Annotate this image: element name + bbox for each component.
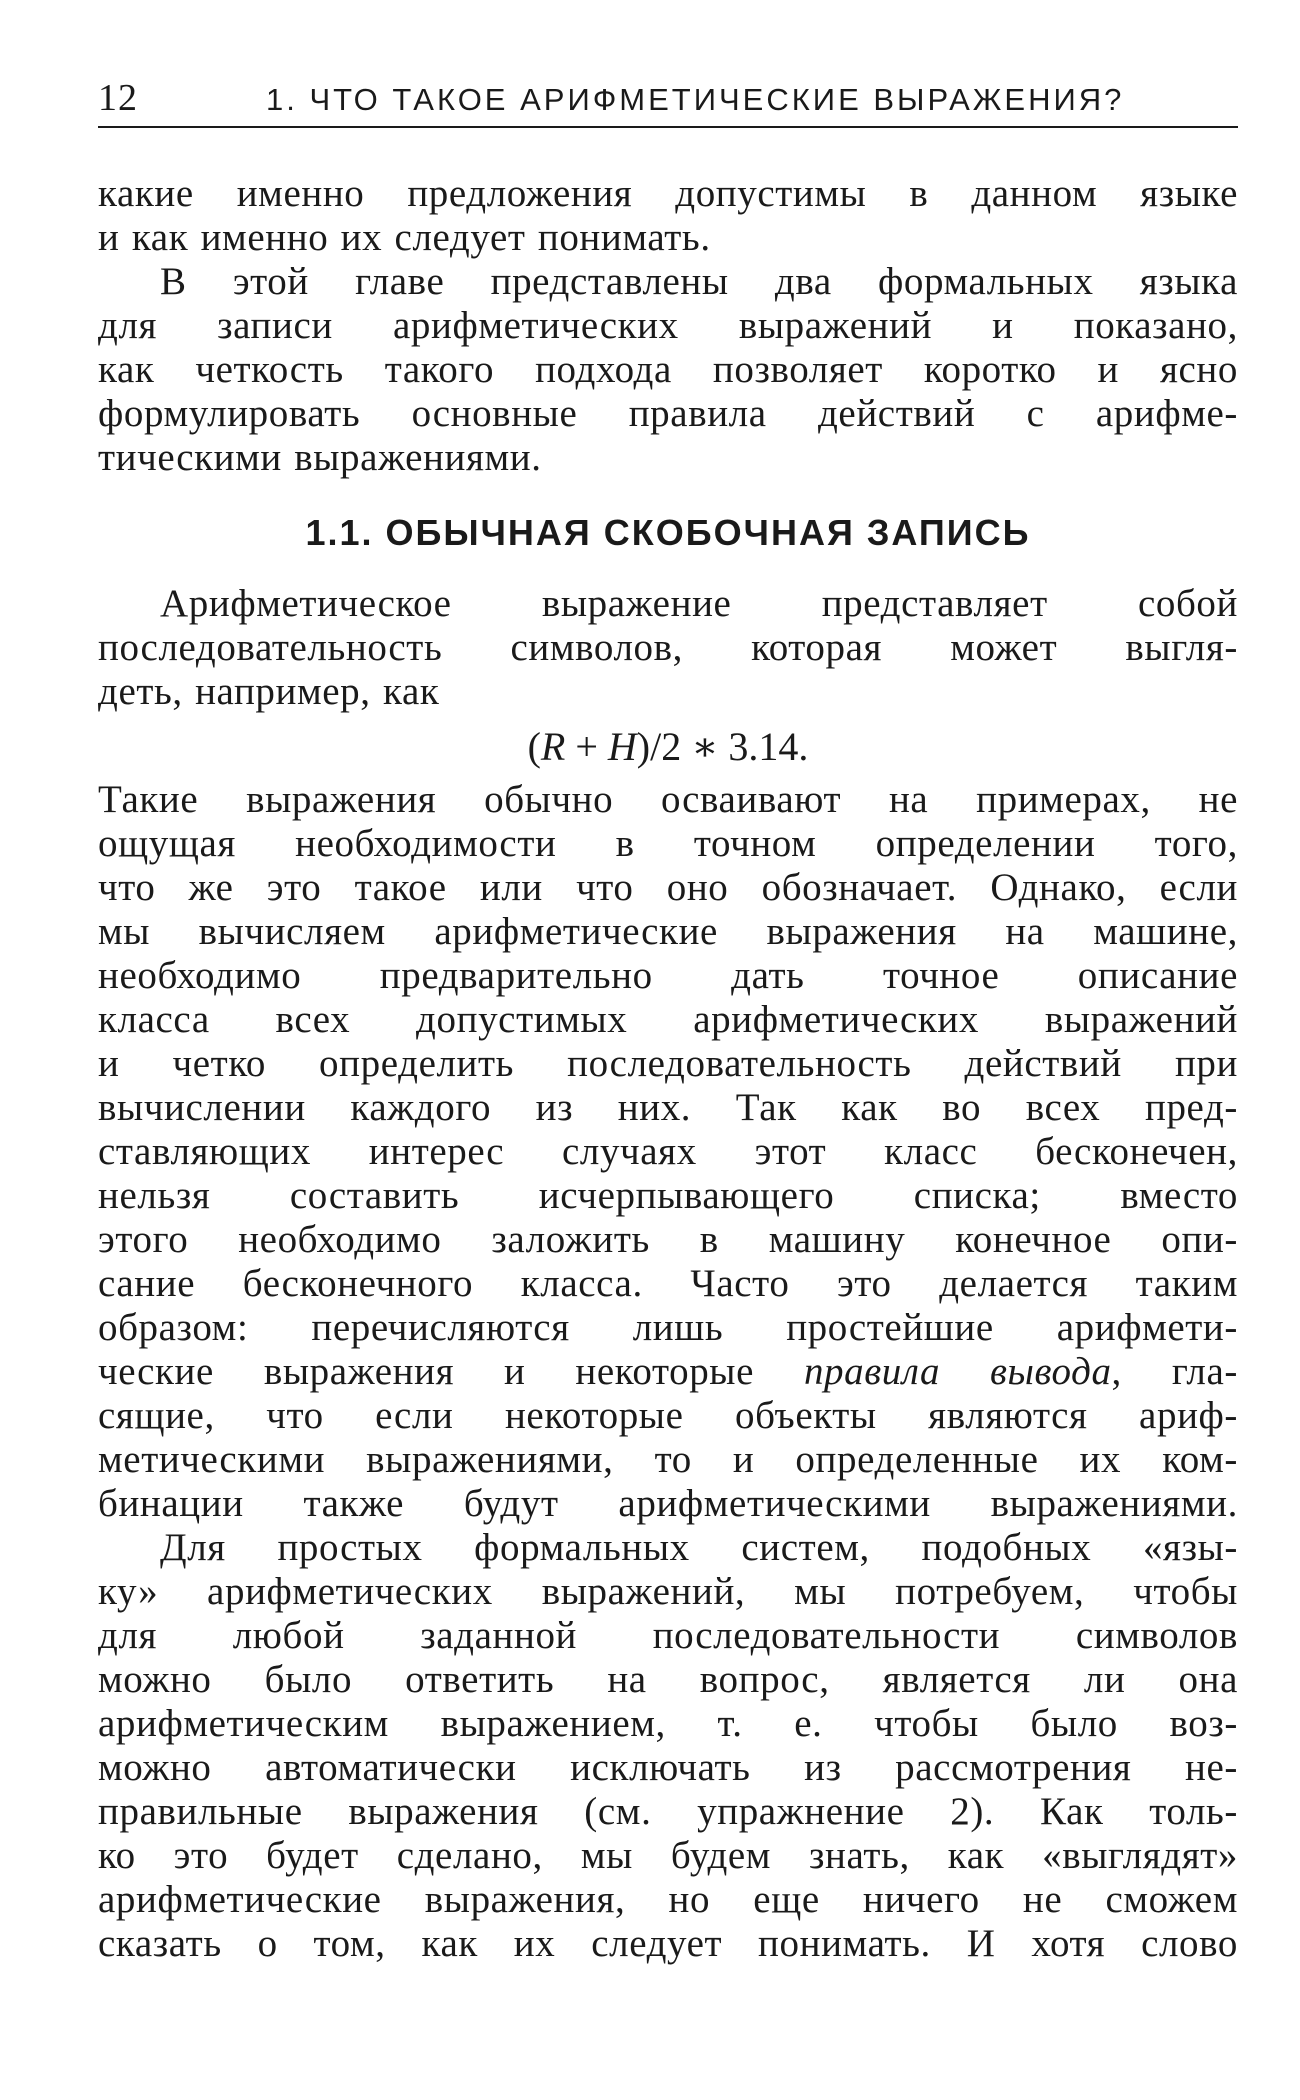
page-number: 12 [98,77,138,119]
paragraph-4 [98,778,1238,1526]
formula-open: ( [527,724,541,769]
text-line: этого необходимо заложить в машину конечное опи- [98,1218,1238,1261]
header-rule [98,126,1238,128]
paragraph-2 [98,260,1238,480]
text-line: формулировать основные правила действий с арифме- [98,392,1238,435]
text-line: арифметические выражения, но еще ничего не сможем [98,1878,1238,1921]
text-line: правильные выражения (см. упражнение 2). Как толь- [98,1790,1238,1833]
text-line: нельзя составить исчерпывающего списка; вместо [98,1174,1238,1217]
page-header [98,70,1238,130]
text-line: сказать о том, как их следует понимать. И хотя слово [98,1922,1238,1965]
text-line: сание бесконечного класса. Часто это делается таким [98,1262,1238,1305]
text-line: необходимо предварительно дать точное описание [98,954,1238,997]
text-line: последовательность символов, которая может выгля- [98,626,1238,669]
text-line: вычислении каждого из них. Так как во всех пред- [98,1086,1238,1129]
text-line: ко это будет сделано, мы будем знать, как «выглядят» [98,1834,1238,1877]
text-run: , гла- [1111,1350,1238,1393]
body-text [98,172,1238,1966]
emphasized-term: правила вывода [803,1350,1112,1393]
text-line: и четко определить последовательность действий при [98,1042,1238,1085]
text-line: мы вычисляем арифметические выражения на машине, [98,910,1238,953]
text-line: ставляющих интерес случаях этот класс бесконечен, [98,1130,1238,1173]
section-heading: 1.1. ОБЫЧНАЯ СКОБОЧНАЯ ЗАПИСЬ [305,512,1031,553]
text-line: В этой главе представлены два формальных языка [160,260,1238,303]
text-line: класса всех допустимых арифметических выражений [98,998,1238,1041]
text-line: для записи арифметических выражений и показано, [98,304,1238,347]
text-line: ощущая необходимости в точном определении того, [98,822,1238,865]
paragraph-1 [98,172,1238,260]
text-line: как четкость такого подхода позволяет коротко и ясно [98,348,1238,391]
text-line: можно было ответить на вопрос, является ли она [98,1658,1238,1701]
formula-var-h: H [607,724,637,769]
text-line: сящие, что если некоторые объекты являются ариф- [98,1394,1238,1437]
formula-var-r: R [540,724,566,769]
text-line: деть, например, как [98,670,440,713]
text-line: бинации также будут арифметическими выражениями. [98,1482,1238,1525]
formula-plus: + [565,724,608,769]
text-line: и как именно их следует понимать. [98,216,711,259]
text-run: ческие выражения и некоторые [98,1350,804,1393]
text-line: Арифметическое выражение представляет собой [160,582,1238,625]
text-line: арифметическим выражением, т. е. чтобы было воз- [98,1702,1238,1745]
text-line: Такие выражения обычно осваивают на примерах, не [98,778,1238,821]
text-line: образом: перечисляются лишь простейшие арифмети- [98,1306,1238,1349]
text-line: Для простых формальных систем, подобных «язы- [160,1526,1238,1569]
text-line: ку» арифметических выражений, мы потребуем, чтобы [98,1570,1238,1613]
text-line: какие именно предложения допустимы в данном языке [98,172,1238,215]
paragraph-5 [98,1526,1238,1966]
formula [98,722,1238,772]
formula-rest: )/2 ∗ 3.14. [636,724,809,769]
text-line: тическими выражениями. [98,436,542,479]
text-line: метическими выражениями, то и определенные их ком- [98,1438,1238,1481]
text-line [98,1350,1238,1394]
running-head: 1. ЧТО ТАКОЕ АРИФМЕТИЧЕСКИЕ ВЫРАЖЕНИЯ? [266,82,1125,117]
text-line: можно автоматически исключать из рассмотрения не- [98,1746,1238,1789]
text-line: что же это такое или что оно обозначает. Однако, если [98,866,1238,909]
paragraph-3 [98,582,1238,714]
text-line: для любой заданной последовательности символов [98,1614,1238,1657]
